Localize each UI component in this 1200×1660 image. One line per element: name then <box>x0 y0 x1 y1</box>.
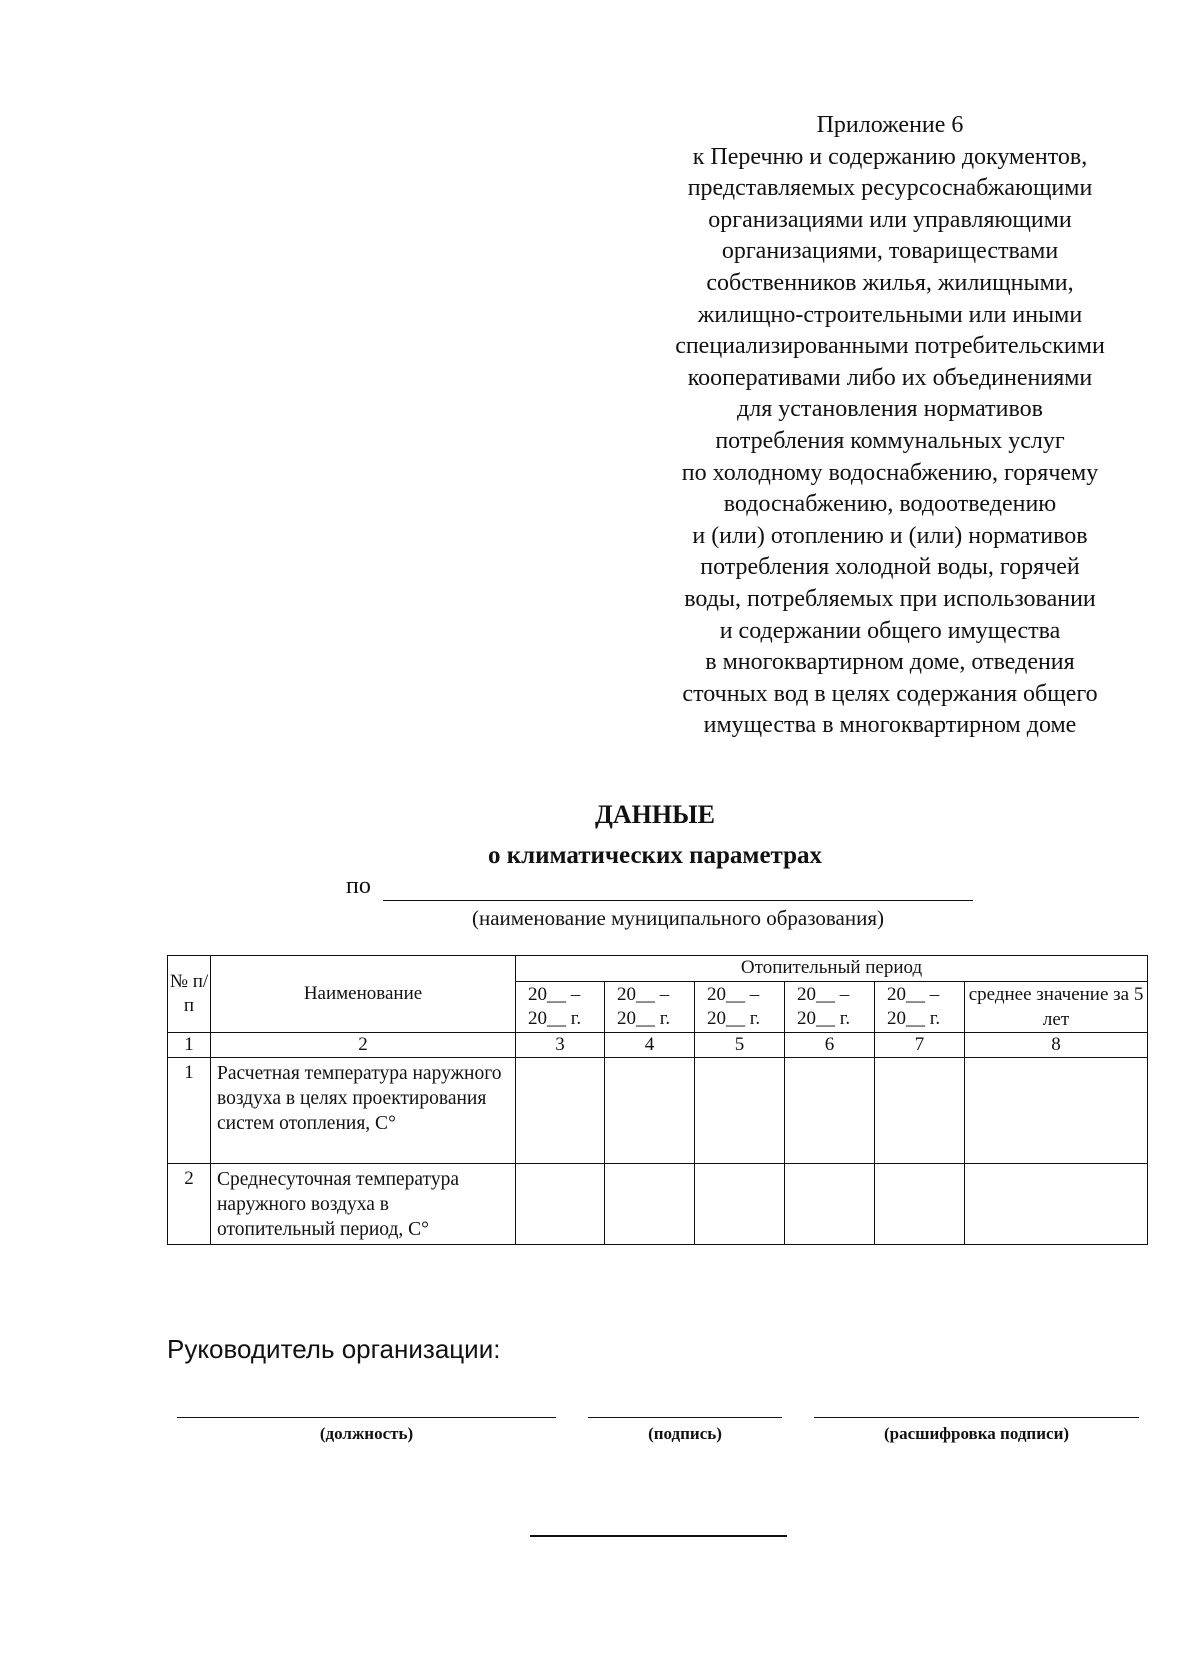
date-field[interactable] <box>530 1535 787 1537</box>
year-top: 20__ – <box>617 984 670 1005</box>
data-cell[interactable] <box>875 1164 965 1245</box>
header-year <box>875 982 965 1033</box>
transcript-field[interactable] <box>814 1417 1139 1418</box>
row-name: Среднесуточная температура наружного воздуха в отопительный период, С° <box>211 1164 516 1245</box>
column-number: 3 <box>516 1033 605 1058</box>
header-average: среднее значение за 5 лет <box>965 982 1148 1033</box>
appendix-line: и содержании общего имущества <box>719 617 1061 644</box>
row-name: Расчетная температура наружного воздуха в целях проектирования систем отопления, С° <box>211 1058 516 1164</box>
appendix-line: по холодному водоснабжению, горячему <box>681 459 1099 486</box>
signature-caption: (подпись) <box>648 1424 722 1443</box>
signer-heading: Руководитель организации: <box>167 1334 501 1364</box>
transcript-caption: (расшифровка подписи) <box>883 1424 1070 1443</box>
data-cell[interactable] <box>875 1058 965 1164</box>
data-cell[interactable] <box>695 1058 785 1164</box>
row-number: 1 <box>168 1058 211 1164</box>
year-bottom: 20__ г. <box>707 1008 761 1029</box>
position-field[interactable] <box>177 1417 556 1418</box>
position-caption: (должность) <box>319 1424 414 1443</box>
appendix-line: кооперативами либо их объединениями <box>687 364 1093 391</box>
appendix-line: в многоквартирном доме, отведения <box>705 649 1075 676</box>
year-bottom: 20__ г. <box>797 1008 851 1029</box>
header-period: Отопительный период <box>516 956 1148 982</box>
column-number: 6 <box>785 1033 875 1058</box>
year-top: 20__ – <box>797 984 850 1005</box>
column-number: 1 <box>168 1033 211 1058</box>
municipality-prefix: по <box>346 873 371 899</box>
appendix-line: организациями или управляющими <box>708 206 1072 233</box>
appendix-line: специализированными потребительскими <box>675 333 1105 360</box>
column-number: 4 <box>605 1033 695 1058</box>
data-cell[interactable] <box>695 1164 785 1245</box>
header-year <box>785 982 875 1033</box>
document-title: ДАННЫЕ <box>595 800 715 829</box>
row-number: 2 <box>168 1164 211 1245</box>
signature-field[interactable] <box>588 1417 782 1418</box>
climate-table <box>167 955 1148 1245</box>
appendix-line: для установления нормативов <box>737 396 1043 423</box>
appendix-line: жилищно-строительными или иными <box>697 301 1083 328</box>
appendix-line: сточных вод в целях содержания общего <box>682 680 1098 707</box>
document-subtitle: о климатических параметрах <box>487 842 823 869</box>
data-cell[interactable] <box>516 1058 605 1164</box>
year-bottom: 20__ г. <box>528 1008 582 1029</box>
year-bottom: 20__ г. <box>617 1008 671 1029</box>
appendix-line: и (или) отоплению и (или) нормативов <box>692 522 1088 549</box>
header-year <box>516 982 605 1033</box>
table-row <box>168 1058 1148 1164</box>
year-top: 20__ – <box>887 984 940 1005</box>
appendix-line: водоснабжению, водоотведению <box>723 491 1057 518</box>
appendix-block <box>600 110 1180 742</box>
data-cell[interactable] <box>605 1164 695 1245</box>
year-bottom: 20__ г. <box>887 1008 941 1029</box>
table-row <box>168 1164 1148 1245</box>
data-cell[interactable] <box>605 1058 695 1164</box>
header-name: Наименование <box>211 956 516 1033</box>
appendix-line: имущества в многоквартирном доме <box>703 712 1077 739</box>
column-number: 5 <box>695 1033 785 1058</box>
year-top: 20__ – <box>528 984 581 1005</box>
appendix-line: потребления холодной воды, горячей <box>700 554 1080 581</box>
appendix-line: к Перечню и содержанию документов, <box>692 143 1088 170</box>
year-top: 20__ – <box>707 984 760 1005</box>
data-cell[interactable] <box>965 1058 1148 1164</box>
column-number: 8 <box>965 1033 1148 1058</box>
appendix-line: потребления коммунальных услуг <box>715 427 1065 454</box>
data-cell[interactable] <box>785 1164 875 1245</box>
municipality-field[interactable] <box>383 900 973 901</box>
appendix-line: воды, потребляемых при использовании <box>684 585 1096 612</box>
header-year <box>695 982 785 1033</box>
appendix-line: организациями, товариществами <box>721 238 1059 265</box>
column-number: 7 <box>875 1033 965 1058</box>
header-year <box>605 982 695 1033</box>
column-numbers-row <box>168 1033 1148 1058</box>
appendix-line: представляемых ресурсоснабжающими <box>687 175 1093 202</box>
column-number: 2 <box>211 1033 516 1058</box>
data-cell[interactable] <box>965 1164 1148 1245</box>
appendix-line: Приложение 6 <box>816 112 964 138</box>
municipality-caption: (наименование муниципального образования) <box>471 906 885 930</box>
table-header-row <box>168 956 1148 982</box>
header-num: № п/п <box>168 956 211 1033</box>
data-cell[interactable] <box>516 1164 605 1245</box>
data-cell[interactable] <box>785 1058 875 1164</box>
appendix-line: собственников жилья, жилищными, <box>706 269 1074 296</box>
